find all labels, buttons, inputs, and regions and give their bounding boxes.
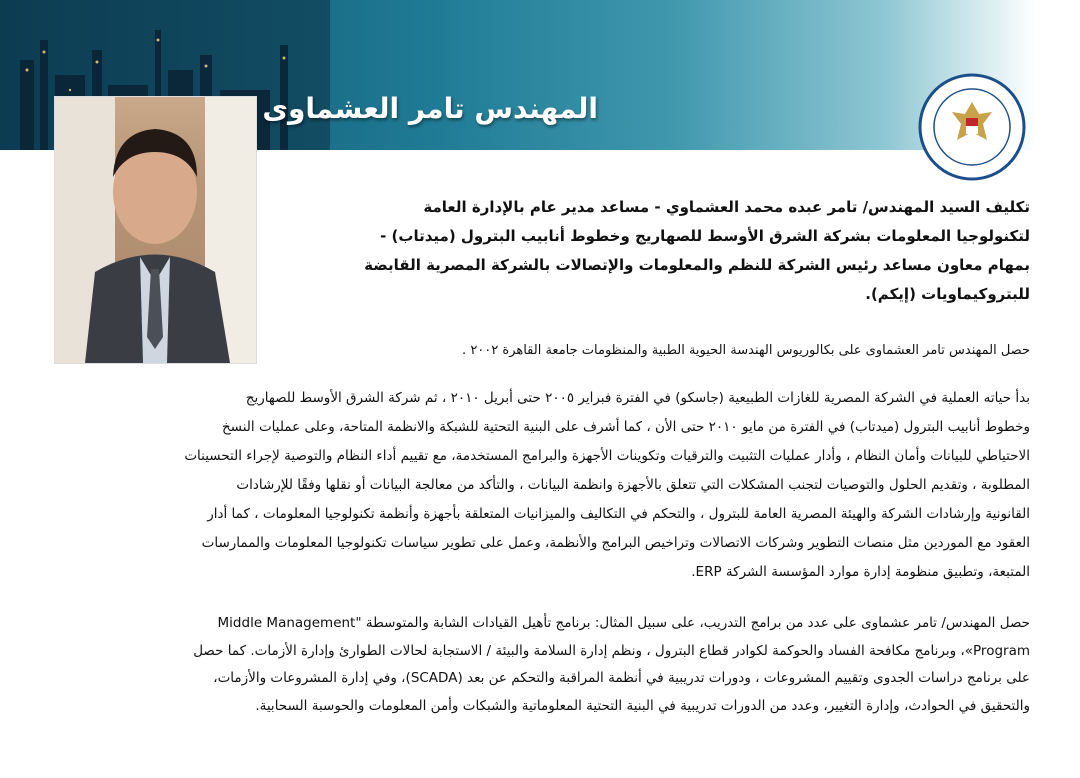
training-line: على برنامج دراسات الجدوى وتقييم المشروعات ، ودورات تدريبية في أنظمة المراقبة والتحكم عن بعد (SCADA)، وفي إدارة المشروعات والأزمات،: [213, 670, 1030, 686]
portrait-photo: [54, 96, 257, 364]
appointment-line: تكليف السيد المهندس/ تامر عبده محمد العشماوي - مساعد مدير عام بالإدارة العامة: [423, 198, 1030, 216]
career-line: القانونية وإرشادات الشركة والهيئة المصرية العامة للبترول ، والتحكم في التكاليف والميزانيات المتعلقة بأجهزة وأنظمة تكنولوجيا المعلومات ، كما أدار: [207, 506, 1030, 522]
page-title: المهندس تامر العشماوى: [262, 92, 598, 125]
career-paragraph: [56, 384, 1030, 587]
ministry-logo: [917, 72, 1027, 182]
appointment-line: بمهام معاون مساعد رئيس الشركة للنظم والمعلومات والإتصالات بالشركة المصرية القابضة: [364, 256, 1030, 274]
appointment-line: للبتروكيماويات (إيكم).: [865, 285, 1030, 303]
career-line: المتبعة، وتطبيق منظومة إدارة موارد المؤسسة الشركة ERP.: [691, 564, 1030, 580]
career-line: وخطوط أنابيب البترول (ميدتاب) في الفترة من مايو ٢٠١٠ حتى الأن ، كما أشرف على البنية التحتية للشبكة والانظمة المتاحة، وعلى عمليات النسخ: [221, 419, 1030, 435]
career-line: بدأ حياته العملية في الشركة المصرية للغازات الطبيعية (جاسكو) في الفترة فبراير ٢٠٠٥ حتى أبريل ٢٠١٠ ، ثم شركة الشرق الأوسط للصهاريج: [245, 390, 1030, 406]
career-line: المطلوبة ، وتقديم الحلول والتوصيات لتجنب المشكلات التي تتعلق بالأجهزة وانظمة البيانات ، والتأكد من معالجة البيانات أو نقلها وفقًا للإرشادات: [236, 477, 1030, 493]
training-line: Program»، وبرنامج مكافحة الفساد والحوكمة لكوادر قطاع البترول ، ونظم إدارة السلامة والبيئة / الاستجابة لحالات الطوارئ وإدارة الأزمات. كما حصل: [193, 642, 1030, 659]
appointment-paragraph: [300, 193, 1030, 309]
training-line: حصل المهندس/ تامر عشماوى على عدد من برامج التدريب، على سبيل المثال: برنامج تأهيل القيادات الشابة والمتوسطة "Middle Management: [217, 615, 1030, 631]
training-line: والتحقيق في الحوادث، وإدارة التغيير، وعدد من الدورات تدريبية في البنية التحتية المعلوماتية والشبكات وأمن المعلومات والحوسبة السحابية.: [255, 697, 1030, 714]
education-paragraph: حصل المهندس تامر العشماوى على بكالوريوس الهندسة الحيوية الطبية والمنظومات جامعة القاهرة ٢٠٠٢ .: [462, 343, 1030, 358]
portrait-illustration: [55, 97, 256, 363]
career-line: الاحتياطي للبيانات وأمان النظام ، وأدار عمليات التثبيت والترقيات وتكوينات الأجهزة والبرامج المستخدمة، مع تقييم أداء النظام والتوصية لإجراء التحسينات: [184, 448, 1030, 464]
training-paragraph: [56, 610, 1030, 720]
career-line: العقود مع الموردين مثل منصات التطوير وشركات الاتصالات وتراخيص البرامج والأنظمة، وعمل على تطوير سياسات تكنولوجيا المعلومات والممارسات: [201, 535, 1030, 551]
appointment-line: لتكنولوجيا المعلومات بشركة الشرق الأوسط للصهاريج وخطوط أنابيب البترول (ميدتاب) -: [380, 227, 1030, 245]
